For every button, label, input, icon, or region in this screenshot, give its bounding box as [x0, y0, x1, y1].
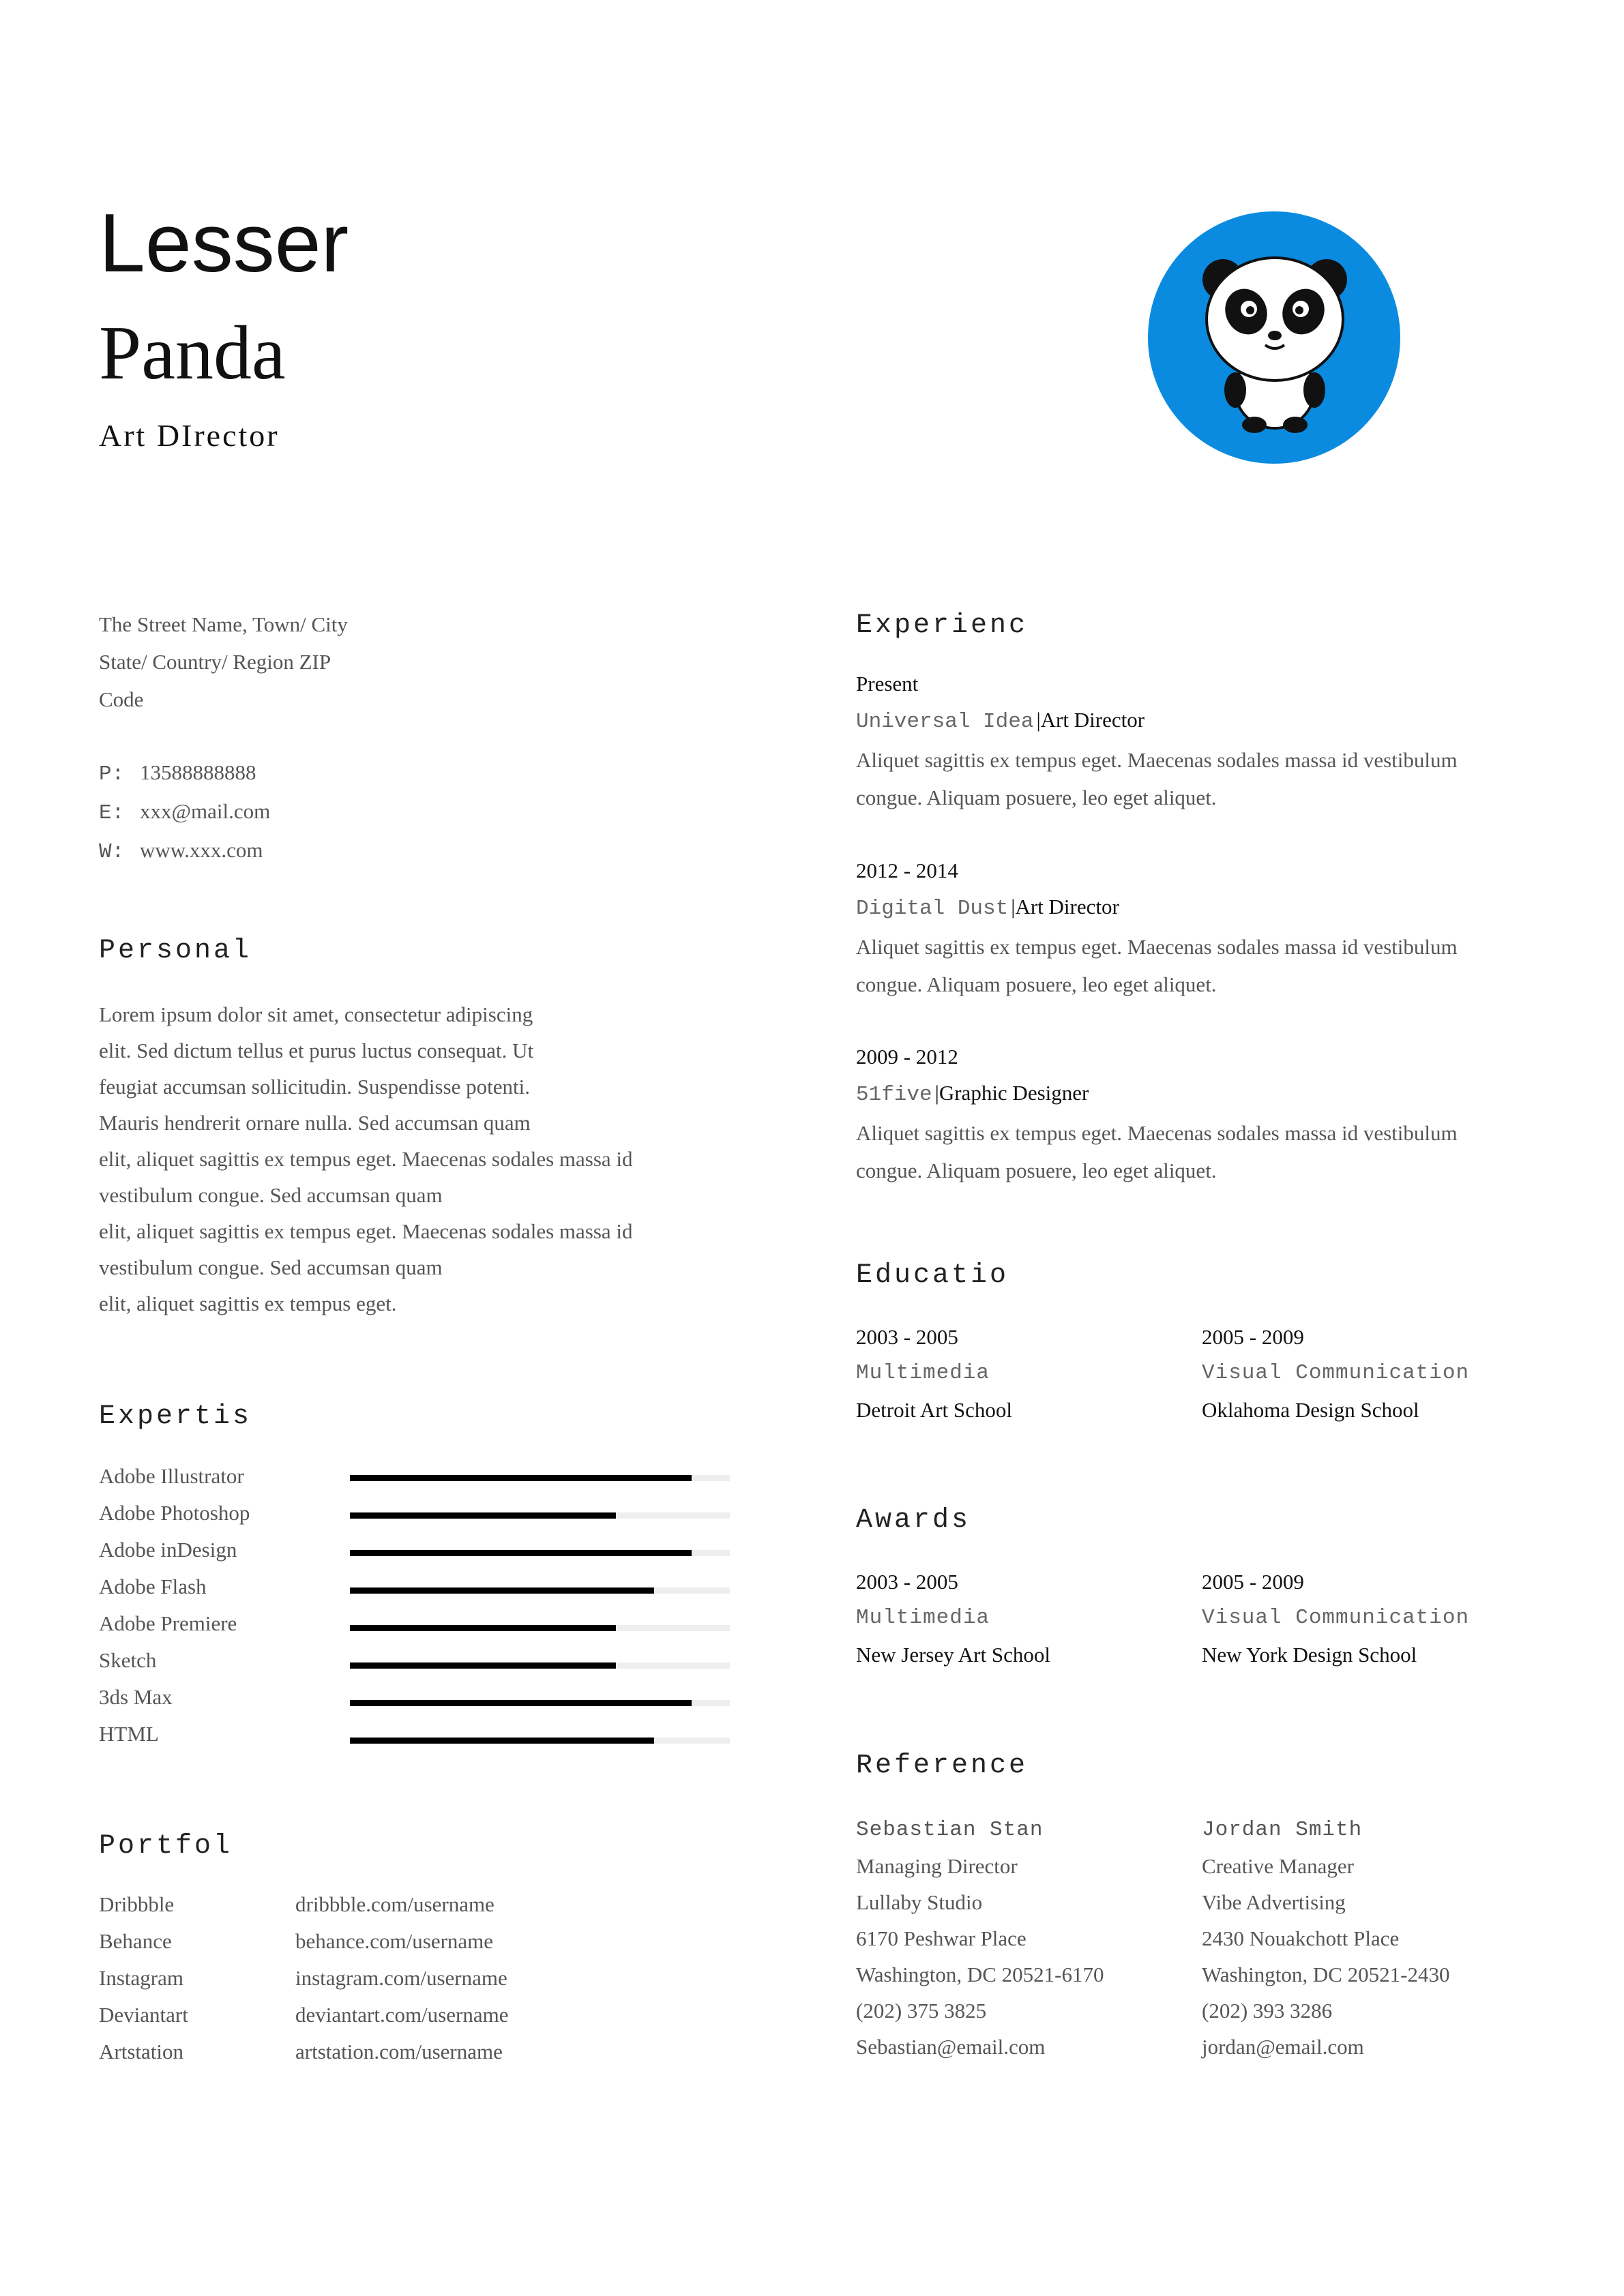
job-header: [856, 708, 1145, 734]
job-role: Art Director: [1040, 708, 1145, 732]
portfolio-name: Instagram: [99, 1966, 183, 1990]
job-period: 2009 - 2012: [856, 1045, 958, 1069]
skill-bar: [350, 1663, 730, 1669]
reference-name: Jordan Smith: [1202, 1818, 1363, 1842]
phone-label: P:: [99, 762, 125, 786]
education-heading: Educatio: [856, 1260, 1009, 1291]
reference-position: Creative Manager: [1202, 1854, 1354, 1878]
web-value: www.xxx.com: [140, 838, 263, 862]
job-role: Graphic Designer: [939, 1081, 1089, 1105]
portfolio-name: Behance: [99, 1929, 172, 1953]
reference-position: Managing Director: [856, 1854, 1018, 1878]
job-company: 51five: [856, 1083, 932, 1107]
web-row: [99, 832, 270, 871]
skill-bar: [350, 1700, 730, 1706]
personal-text: [99, 996, 713, 1322]
portfolio-heading: Portfol: [99, 1831, 233, 1862]
skill-name: 3ds Max: [99, 1685, 173, 1709]
experience-heading: Experienc: [856, 610, 1029, 641]
job-description: [856, 1114, 1538, 1189]
reference-street: 6170 Peshwar Place: [856, 1926, 1027, 1950]
portfolio-link[interactable]: artstation.com/username: [295, 2040, 503, 2063]
education-field: Visual Communication: [1202, 1361, 1470, 1385]
first-name: Lesser: [99, 196, 349, 289]
job-desc-line: congue. Aliquam posuere, leo eget aliquet.: [856, 972, 1217, 996]
reference-email[interactable]: Sebastian@email.com: [856, 2035, 1046, 2059]
education-period: 2005 - 2009: [1202, 1325, 1304, 1349]
job-desc-line: Aliquet sagittis ex tempus eget. Maecenas sodales massa id vestibulum: [856, 935, 1458, 959]
email-row: [99, 793, 270, 832]
personal-line: Mauris hendrerit ornare nulla. Sed accumsan quam: [99, 1111, 531, 1135]
award-field: Visual Communication: [1202, 1606, 1470, 1630]
skill-name: Adobe Photoshop: [99, 1501, 250, 1525]
web-label: W:: [99, 840, 125, 864]
reference-city: Washington, DC 20521-6170: [856, 1963, 1104, 1986]
personal-heading: Personal: [99, 936, 252, 966]
personal-line: elit, aliquet sagittis ex tempus eget.: [99, 1292, 397, 1315]
awards-heading: Awards: [856, 1505, 971, 1536]
address-line: The Street Name, Town/ City: [99, 612, 348, 636]
award-period: 2005 - 2009: [1202, 1570, 1304, 1594]
personal-line: feugiat accumsan sollicitudin. Suspendisse potenti.: [99, 1075, 530, 1099]
skill-name: Sketch: [99, 1648, 157, 1672]
email-value: xxx@mail.com: [140, 799, 271, 823]
award-school: New Jersey Art School: [856, 1643, 1050, 1667]
job-description: [856, 928, 1538, 1003]
skill-bar-fill: [350, 1663, 616, 1669]
skill-bar-fill: [350, 1700, 692, 1706]
job-description: [856, 741, 1538, 816]
personal-line: vestibulum congue. Sed accumsan quam: [99, 1255, 443, 1279]
job-desc-line: Aliquet sagittis ex tempus eget. Maecenas sodales massa id vestibulum: [856, 748, 1458, 772]
skill-bar: [350, 1587, 730, 1594]
portfolio-link[interactable]: dribbble.com/username: [295, 1892, 494, 1916]
skill-list: [99, 1458, 250, 1753]
portfolio-name: Artstation: [99, 2040, 183, 2063]
job-role: Art Director: [1015, 895, 1119, 919]
reference-company: Vibe Advertising: [1202, 1890, 1346, 1914]
skill-bar-fill: [350, 1738, 654, 1744]
reference-card: [856, 1812, 1104, 2065]
job-title: Art DIrector: [99, 418, 280, 453]
skill-bar: [350, 1475, 730, 1481]
award-period: 2003 - 2005: [856, 1570, 958, 1594]
award-field: Multimedia: [856, 1606, 990, 1630]
portfolio-link[interactable]: behance.com/username: [295, 1929, 494, 1953]
reference-heading: Reference: [856, 1750, 1029, 1781]
personal-line: elit, aliquet sagittis ex tempus eget. Maecenas sodales massa id: [99, 1219, 633, 1243]
education-period: 2003 - 2005: [856, 1325, 958, 1349]
job-desc-line: congue. Aliquam posuere, leo eget aliquet.: [856, 786, 1217, 809]
reference-phone: (202) 393 3286: [1202, 1999, 1333, 2023]
job-period: 2012 - 2014: [856, 859, 958, 882]
skill-bar: [350, 1550, 730, 1556]
skill-bar-fill: [350, 1550, 692, 1556]
job-desc-line: congue. Aliquam posuere, leo eget aliquet.: [856, 1159, 1217, 1182]
last-name: Panda: [99, 311, 286, 396]
portfolio-link[interactable]: deviantart.com/username: [295, 2003, 509, 2027]
skill-name: HTML: [99, 1722, 159, 1746]
personal-line: vestibulum congue. Sed accumsan quam: [99, 1183, 443, 1207]
address-line: Code: [99, 687, 144, 711]
reference-company: Lullaby Studio: [856, 1890, 983, 1914]
email-label: E:: [99, 801, 125, 825]
address: [99, 606, 348, 718]
education-school: Oklahoma Design School: [1202, 1398, 1419, 1422]
skill-name: Adobe Flash: [99, 1575, 207, 1598]
job-separator: |: [1011, 895, 1016, 919]
skill-bar-fill: [350, 1512, 616, 1519]
education-field: Multimedia: [856, 1361, 990, 1385]
job-desc-line: Aliquet sagittis ex tempus eget. Maecenas sodales massa id vestibulum: [856, 1121, 1458, 1145]
skill-bar: [350, 1738, 730, 1744]
skill-name: Adobe Premiere: [99, 1611, 237, 1635]
personal-line: Lorem ipsum dolor sit amet, consectetur adipiscing: [99, 1002, 533, 1026]
reference-name: Sebastian Stan: [856, 1818, 1044, 1842]
skill-bar-fill: [350, 1587, 654, 1594]
education-school: Detroit Art School: [856, 1398, 1013, 1422]
award-school: New York Design School: [1202, 1643, 1417, 1667]
reference-street: 2430 Nouakchott Place: [1202, 1926, 1400, 1950]
personal-line: elit, aliquet sagittis ex tempus eget. Maecenas sodales massa id: [99, 1147, 633, 1171]
job-company: Universal Idea: [856, 710, 1034, 734]
skill-name: Adobe Illustrator: [99, 1464, 244, 1488]
portfolio-name: Deviantart: [99, 2003, 188, 2027]
skill-bar: [350, 1512, 730, 1519]
contact-info: [99, 754, 270, 871]
address-line: State/ Country/ Region ZIP: [99, 650, 331, 674]
phone-value: 13588888888: [140, 760, 256, 784]
skill-bar: [350, 1625, 730, 1631]
job-header: [856, 1081, 1089, 1107]
job-separator: |: [934, 1081, 939, 1105]
portfolio-link[interactable]: instagram.com/username: [295, 1966, 507, 1990]
portfolio-name: Dribbble: [99, 1892, 175, 1916]
reference-phone: (202) 375 3825: [856, 1999, 987, 2023]
avatar: [1148, 211, 1400, 464]
panda-icon: [1148, 211, 1400, 464]
expertise-heading: Expertis: [99, 1401, 252, 1432]
reference-city: Washington, DC 20521-2430: [1202, 1963, 1450, 1986]
personal-line: elit. Sed dictum tellus et purus luctus consequat. Ut: [99, 1039, 534, 1062]
reference-card: [1202, 1812, 1449, 2065]
skill-bar-fill: [350, 1475, 692, 1481]
job-company: Digital Dust: [856, 897, 1009, 921]
phone-row: [99, 754, 270, 793]
job-separator: |: [1036, 708, 1041, 732]
job-header: [856, 895, 1119, 921]
skill-bar-fill: [350, 1625, 616, 1631]
job-period: Present: [856, 672, 919, 696]
reference-email[interactable]: jordan@email.com: [1202, 2035, 1364, 2059]
skill-name: Adobe inDesign: [99, 1538, 237, 1562]
